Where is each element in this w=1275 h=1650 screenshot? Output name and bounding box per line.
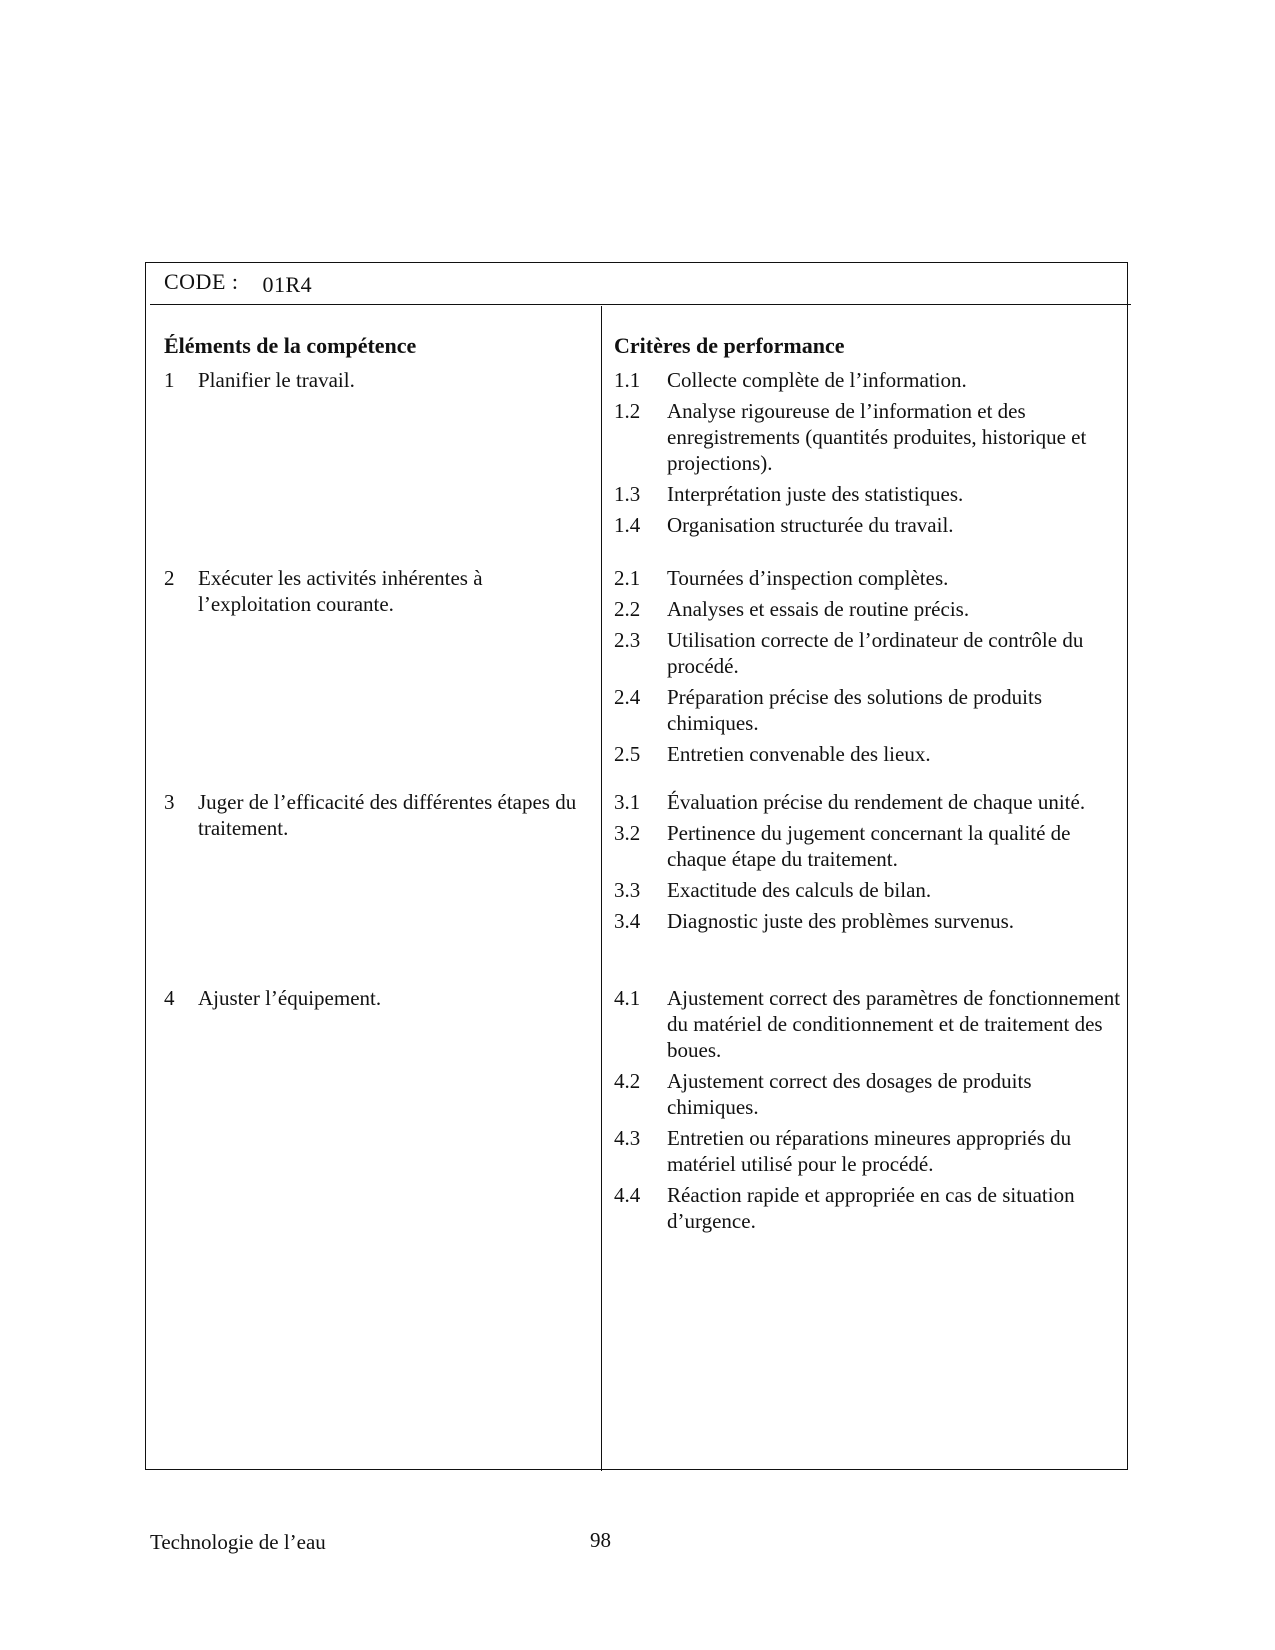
- criterion-text: Tournées d’inspection complètes.: [667, 566, 949, 590]
- criterion-text: Interprétation juste des statistiques.: [667, 482, 964, 506]
- criterion-number: 1.1: [614, 368, 641, 392]
- criterion-number: 1.2: [614, 399, 641, 423]
- element-text: Juger de l’efficacité des différentes étapes du traitement.: [198, 790, 577, 840]
- criterion-number: 4.3: [614, 1126, 641, 1150]
- criterion-item: [614, 565, 1124, 591]
- criterion-text: Collecte complète de l’information.: [667, 368, 967, 392]
- criterion-text: Réaction rapide et appropriée en cas de situation d’urgence.: [667, 1183, 1075, 1233]
- element-item: [164, 565, 584, 617]
- element-text: Ajuster l’équipement.: [198, 986, 382, 1010]
- criterion-text: Préparation précise des solutions de produits chimiques.: [667, 685, 1043, 735]
- criterion-number: 2.5: [614, 742, 641, 766]
- column-divider: [601, 306, 602, 1471]
- criterion-text: Analyse rigoureuse de l’information et des enregistrements (quantités produites, historique et projections).: [667, 399, 1087, 475]
- competency-table: [145, 262, 1128, 1470]
- criterion-item: [614, 820, 1124, 872]
- criterion-number: 3.2: [614, 821, 641, 845]
- criterion-item: [614, 512, 1124, 538]
- footer-title: Technologie de l’eau: [150, 1530, 326, 1554]
- criterion-item: [614, 398, 1124, 476]
- criterion-text: Ajustement correct des paramètres de fonctionnement du matériel de conditionnement et de traitement des boues.: [667, 986, 1121, 1062]
- criterion-item: [614, 1182, 1124, 1234]
- criterion-item: [614, 741, 1124, 767]
- criterion-text: Entretien ou réparations mineures appropriés du matériel utilisé pour le procédé.: [667, 1126, 1072, 1176]
- criterion-number: 3.4: [614, 909, 641, 933]
- criterion-number: 2.2: [614, 597, 641, 621]
- element-item: [164, 985, 584, 1011]
- criterion-text: Entretien convenable des lieux.: [667, 742, 931, 766]
- criterion-text: Pertinence du jugement concernant la qualité de chaque étape du traitement.: [667, 821, 1071, 871]
- page-number: 98: [590, 1528, 611, 1552]
- criterion-text: Évaluation précise du rendement de chaque unité.: [667, 790, 1086, 814]
- criteria-heading: Critères de performance: [614, 333, 845, 358]
- criterion-item: [614, 684, 1124, 736]
- criterion-item: [614, 985, 1124, 1063]
- criteria-group-3: [614, 789, 1124, 939]
- criteria-group-4: [614, 985, 1124, 1239]
- criterion-text: Ajustement correct des dosages de produits chimiques.: [667, 1069, 1032, 1119]
- criterion-text: Utilisation correcte de l’ordinateur de contrôle du procédé.: [667, 628, 1084, 678]
- criterion-item: [614, 877, 1124, 903]
- criterion-item: [614, 481, 1124, 507]
- code-value: 01R4: [262, 272, 313, 297]
- criteria-group-2: [614, 565, 1124, 772]
- criterion-number: 4.4: [614, 1183, 641, 1207]
- criterion-item: [614, 789, 1124, 815]
- criterion-item: [614, 908, 1124, 934]
- criterion-number: 2.3: [614, 628, 641, 652]
- criterion-number: 4.2: [614, 1069, 641, 1093]
- criteria-group-1: [614, 367, 1124, 543]
- elements-column: [164, 333, 584, 1010]
- element-text: Exécuter les activités inhérentes à l’exploitation courante.: [198, 566, 483, 616]
- criterion-text: Exactitude des calculs de bilan.: [667, 878, 932, 902]
- criteria-column: [614, 333, 1124, 1233]
- element-number: 1: [164, 368, 175, 392]
- criterion-number: 1.4: [614, 513, 641, 537]
- criterion-item: [614, 367, 1124, 393]
- criterion-item: [614, 596, 1124, 622]
- criterion-item: [614, 1068, 1124, 1120]
- element-item: [164, 789, 584, 841]
- criterion-number: 1.3: [614, 482, 641, 506]
- element-number: 4: [164, 986, 175, 1010]
- element-number: 2: [164, 566, 175, 590]
- criterion-item: [614, 1125, 1124, 1177]
- code-label: CODE :: [164, 269, 239, 294]
- criterion-number: 4.1: [614, 986, 641, 1010]
- criterion-text: Analyses et essais de routine précis.: [667, 597, 970, 621]
- elements-heading: Éléments de la compétence: [164, 333, 417, 358]
- element-number: 3: [164, 790, 175, 814]
- criterion-text: Organisation structurée du travail.: [667, 513, 954, 537]
- element-text: Planifier le travail.: [198, 368, 355, 392]
- criterion-number: 2.1: [614, 566, 641, 590]
- criterion-number: 3.1: [614, 790, 641, 814]
- criterion-item: [614, 627, 1124, 679]
- code-header: [164, 269, 312, 295]
- element-item: [164, 367, 584, 393]
- criterion-text: Diagnostic juste des problèmes survenus.: [667, 909, 1015, 933]
- header-divider: [150, 304, 1131, 305]
- criterion-number: 3.3: [614, 878, 641, 902]
- criterion-number: 2.4: [614, 685, 641, 709]
